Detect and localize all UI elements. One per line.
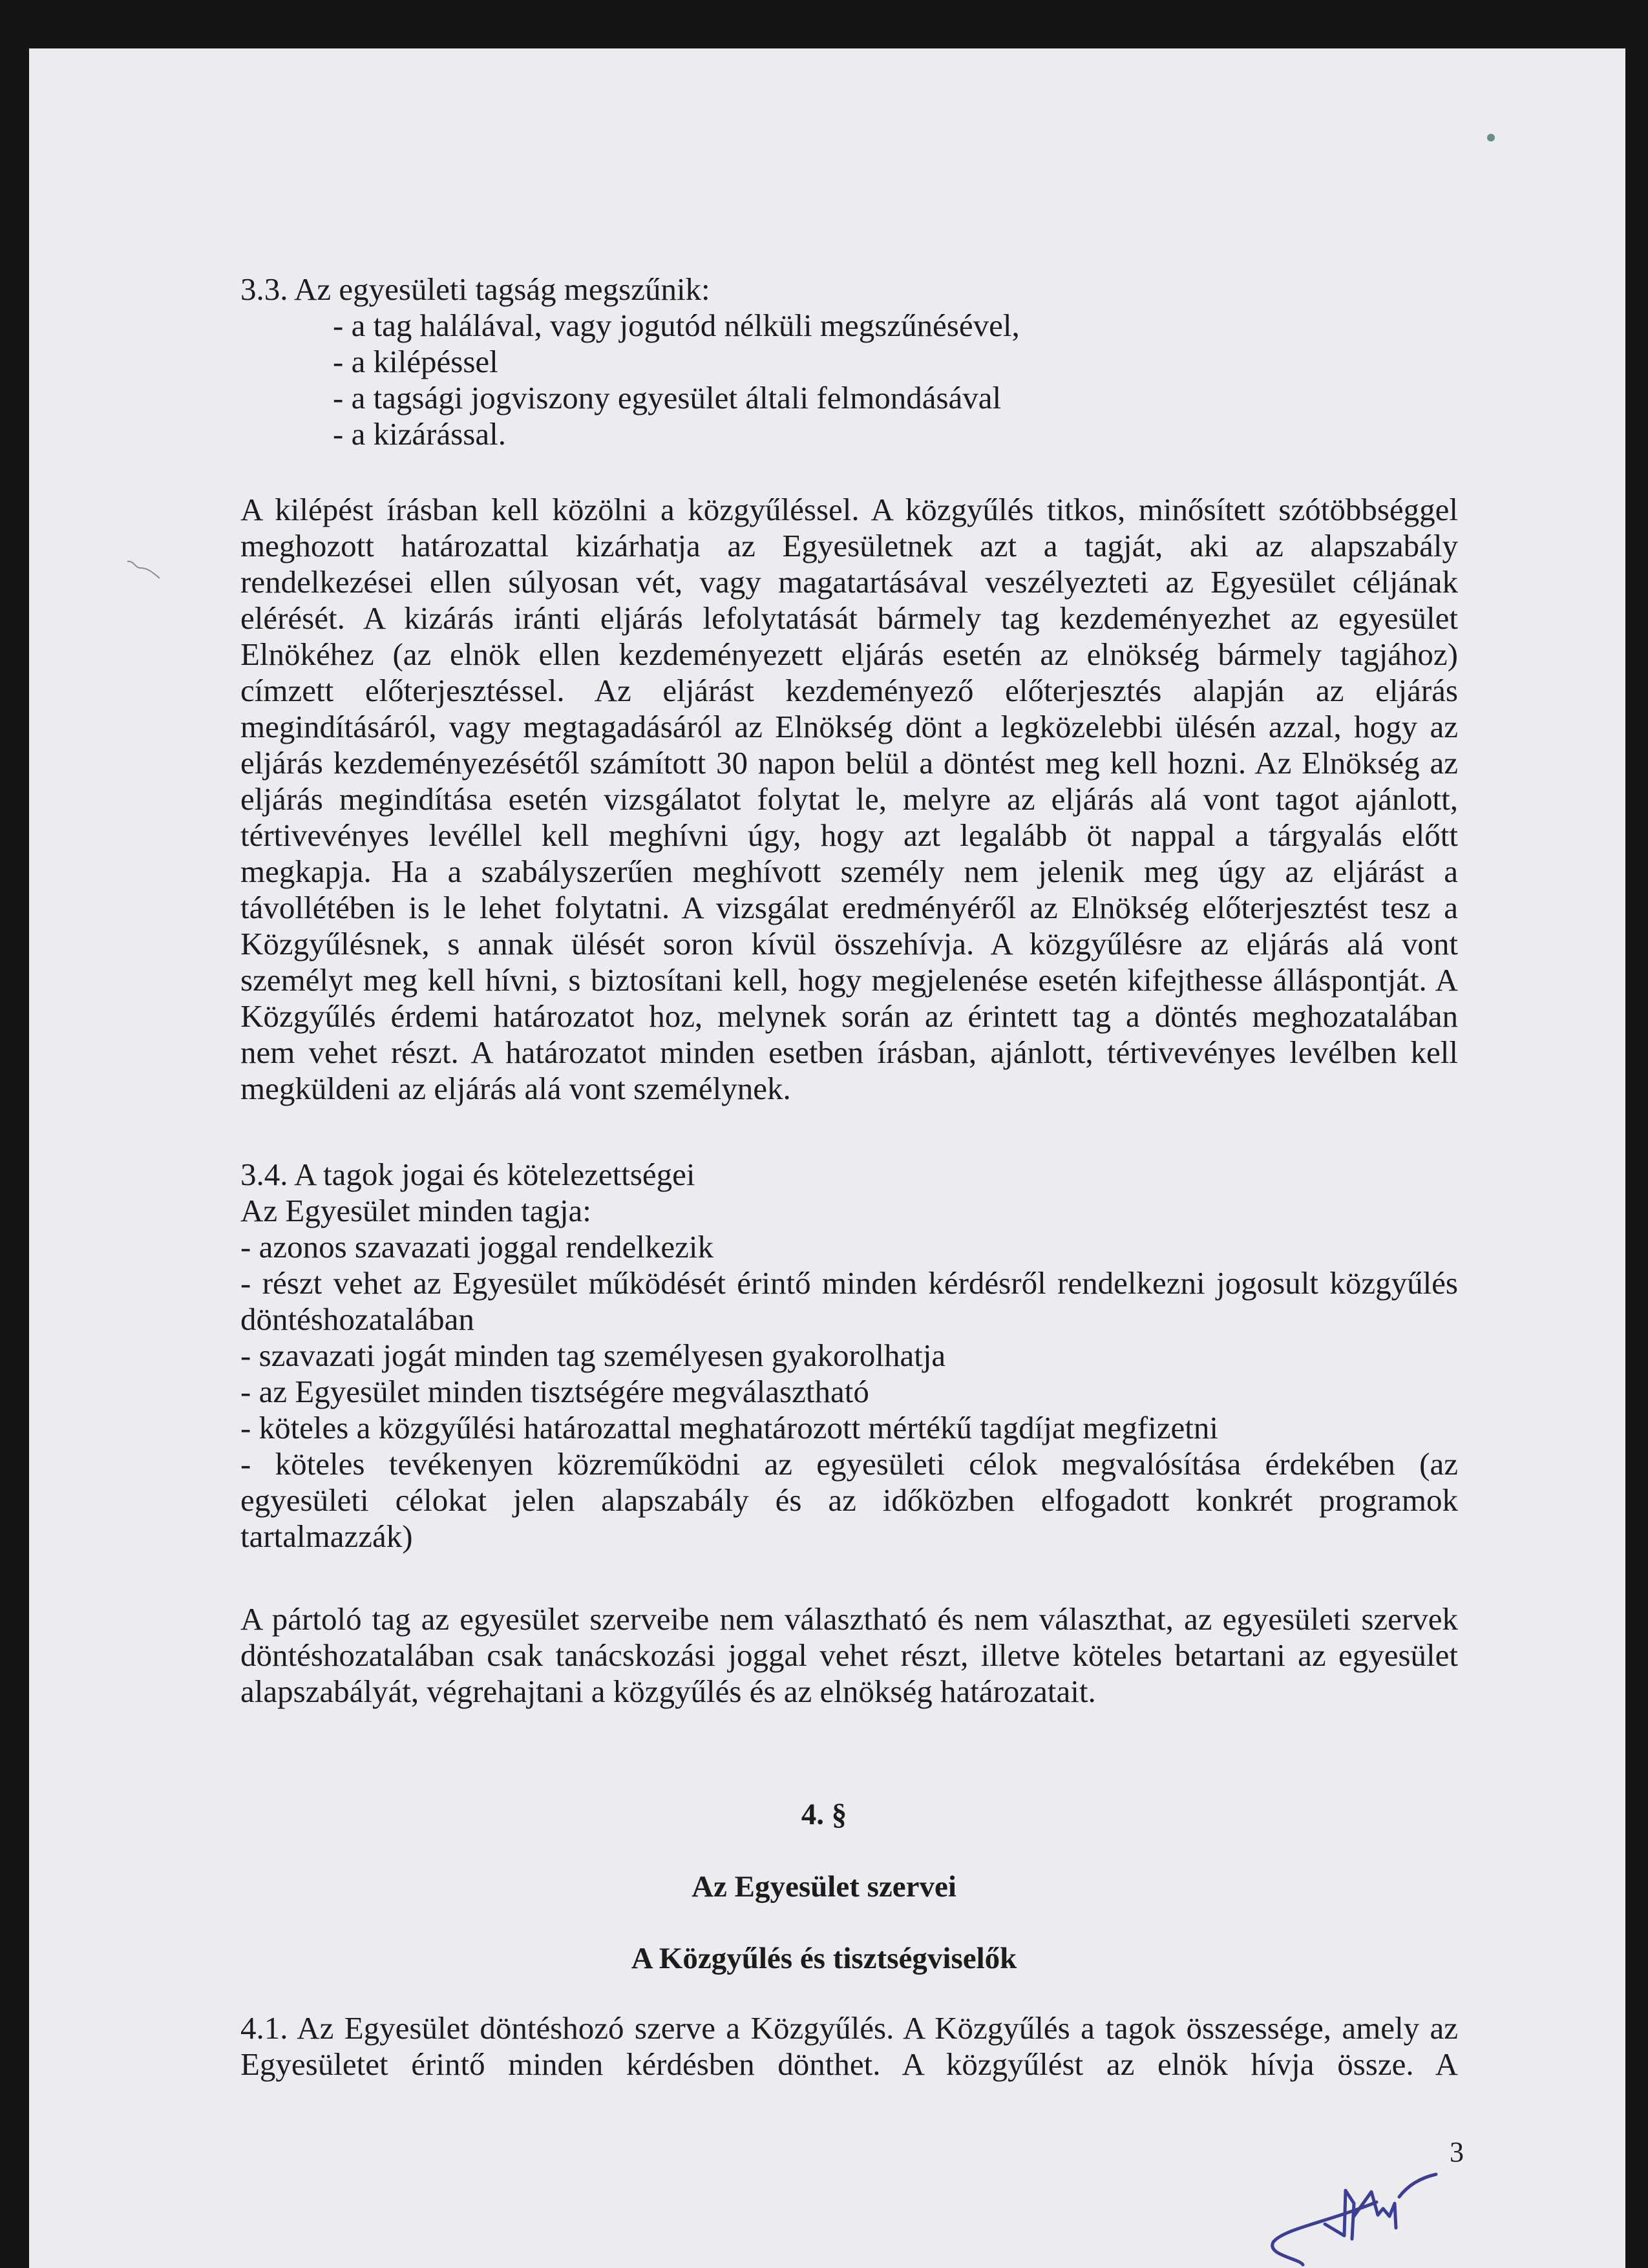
paragraph-line: elérését. A kizárás iránti eljárás lefolytatását bármely tag kezdeményezhet az egyesület <box>240 600 1458 636</box>
paragraph-line: alapszabályát, végrehajtani a közgyűlés és az elnökség határozatait. <box>240 1674 1096 1709</box>
rights-item-continuation: egyesületi célokat jelen alapszabály és az időközben elfogadott konkrét programok <box>240 1482 1458 1518</box>
list-item: - a kizárással. <box>333 416 506 452</box>
paragraph-line: Egyesületet érintő minden kérdésben dönthet. A közgyűlést az elnök hívja össze. A <box>240 2046 1458 2082</box>
section-4-subtitle: A Közgyűlés és tisztségviselők <box>631 1942 1017 1975</box>
paragraph-line: nem vehet részt. A határozatot minden esetben írásban, ajánlott, tértivevényes levélben kell <box>240 1034 1458 1070</box>
rights-item: - részt vehet az Egyesület működését érintő minden kérdésről rendelkezni jogosult közgyűlés <box>240 1265 1458 1301</box>
signature-icon <box>1228 2132 1448 2268</box>
paragraph-line: Közgyűlésnek, s annak ülését soron kívül összehívja. A közgyűlésre az eljárás alá vont <box>240 926 1458 961</box>
rights-item: - azonos szavazati joggal rendelkezik <box>240 1229 713 1265</box>
section-3-3-heading: 3.3. Az egyesületi tagság megszűnik: <box>240 271 710 307</box>
rights-item: - szavazati jogát minden tag személyesen gyakorolhatja <box>240 1338 946 1373</box>
exclusion-paragraph <box>240 492 1458 1107</box>
rights-item-continuation: tartalmazzák) <box>240 1518 413 1554</box>
paragraph-line: eljárás megindítása esetén vizsgálatot folytat le, melyre az eljárás alá vont tagot ajánlott, <box>240 781 1458 817</box>
section-4-number: 4. § <box>801 1798 847 1831</box>
paragraph-line: A kilépést írásban kell közölni a közgyűléssel. A közgyűlés titkos, minősített szótöbbséggel <box>240 492 1458 527</box>
rights-item: - köteles tevékenyen közreműködni az egyesületi célok megvalósítása érdekében (az <box>240 1446 1458 1482</box>
section-3-4 <box>240 1157 1458 1555</box>
paragraph-line: megindításáról, vagy megtagadásáról az Elnökség dönt a legközelebbi ülésén azzal, hogy az <box>240 709 1458 744</box>
paragraph-line: Közgyűlés érdemi határozatot hoz, melynek során az érintett tag a döntés meghozatalában <box>240 998 1458 1034</box>
paragraph-line: címzett előterjesztéssel. Az eljárást kezdeményező előterjesztés alapján az eljárás <box>240 673 1458 708</box>
ink-dot-mark <box>1487 134 1495 142</box>
paragraph-line: megküldeni az eljárás alá vont személynek. <box>240 1071 791 1106</box>
list-item: - a tag halálával, vagy jogutód nélküli megszűnésével, <box>333 308 1020 343</box>
supporting-member-paragraph <box>240 1601 1458 1710</box>
paragraph-line: tértivevényes levéllel kell meghívni úgy, hogy azt legalább öt nappal a tárgyalás előtt <box>240 817 1458 853</box>
rights-item: - az Egyesület minden tisztségére megválasztható <box>240 1374 869 1409</box>
section-4-title: Az Egyesület szervei <box>692 1870 956 1904</box>
paragraph-line: személyt meg kell hívni, s biztosítani kell, hogy megjelenése esetén kifejthesse álláspontját. A <box>240 962 1458 998</box>
page-number: 3 <box>1450 2136 1464 2168</box>
paragraph-line: A pártoló tag az egyesület szerveibe nem választható és nem választhat, az egyesületi szervek <box>240 1601 1458 1637</box>
paragraph-line: távollétében is le lehet folytatni. A vizsgálat eredményéről az Elnökség előterjesztést tesz a <box>240 890 1458 925</box>
paragraph-line: döntéshozatalában csak tanácskozási joggal vehet részt, illetve köteles betartani az egyesület <box>240 1637 1458 1673</box>
paragraph-line: megkapja. Ha a szabályszerűen meghívott személy nem jelenik meg úgy az eljárást a <box>240 854 1458 889</box>
paragraph-line: 4.1. Az Egyesület döntéshozó szerve a Közgyűlés. A Közgyűlés a tagok összessége, amely az <box>240 2010 1458 2046</box>
paragraph-line: Elnökéhez (az elnök ellen kezdeményezett eljárás esetén az elnökség bármely tagjához) <box>240 636 1458 672</box>
paper-scratch-mark <box>126 559 165 585</box>
paragraph-line: eljárás kezdeményezésétől számított 30 napon belül a döntést meg kell hozni. Az Elnökség az <box>240 745 1458 781</box>
rights-item: - köteles a közgyűlési határozattal meghatározott mértékű tagdíjat megfizetni <box>240 1410 1218 1445</box>
paragraph-line: rendelkezései ellen súlyosan vét, vagy magatartásával veszélyezteti az Egyesület céljának <box>240 564 1458 600</box>
paragraph-4-1 <box>240 2010 1458 2083</box>
rights-item-continuation: döntéshozatalában <box>240 1301 474 1337</box>
paragraph-line: meghozott határozattal kizárhatja az Egyesületnek azt a tagját, aki az alapszabály <box>240 528 1458 563</box>
section-3-4-intro: Az Egyesület minden tagja: <box>240 1193 591 1228</box>
section-3-3 <box>240 271 1458 452</box>
section-3-4-heading: 3.4. A tagok jogai és kötelezettségei <box>240 1157 695 1192</box>
list-item: - a kilépéssel <box>333 344 498 379</box>
list-item: - a tagsági jogviszony egyesület általi felmondásával <box>333 380 1002 415</box>
